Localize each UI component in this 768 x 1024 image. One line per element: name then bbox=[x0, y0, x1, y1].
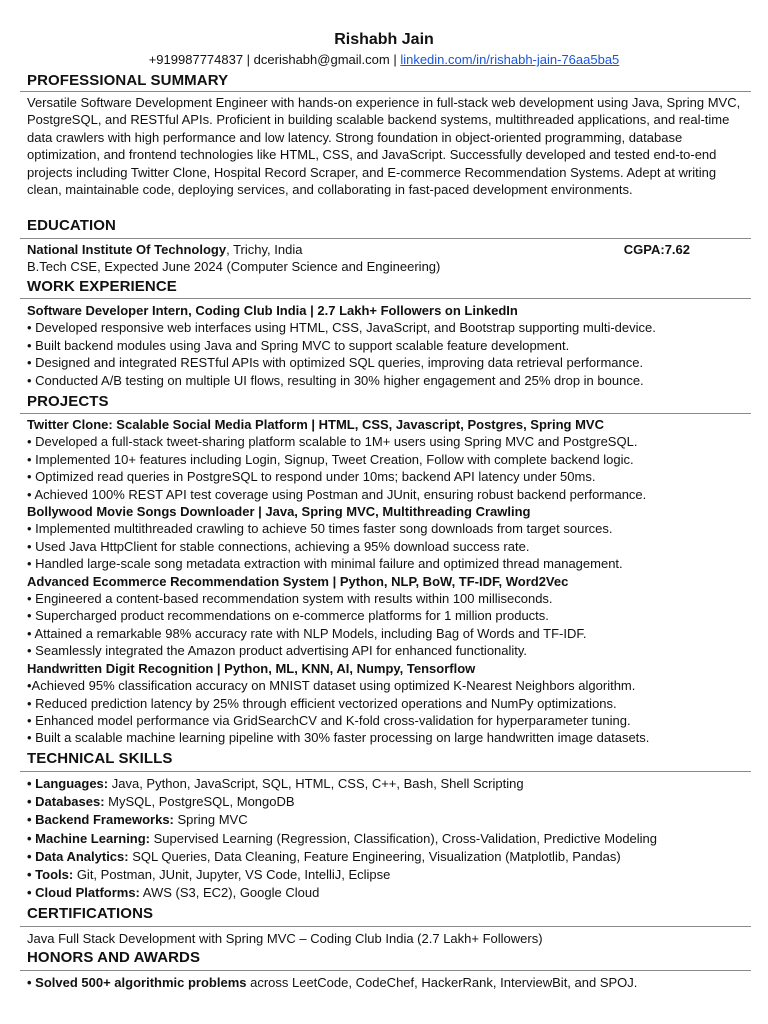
project-bullet: • Achieved 100% REST API test coverage using Postman and JUnit, ensuring robust backend performance. bbox=[27, 486, 647, 502]
skill-item bbox=[27, 848, 742, 866]
summary-text: Versatile Software Development Engineer with hands-on experience in full-stack web development using Java, Spring MVC, PostgreSQL, and RESTful APIs. Proficient in building scalable backend systems, multithreaded applications, and real-time data crawlers with high performance and low latency. Strong foundation in object-oriented programming, database optimization, and frontend technologies like HTML, CSS, and JavaScript. Successfully developed and tested end-to-end projects including Twitter Clone, Hospital Record Scraper, and E-commerce Recommendation Systems. Adept at writing clean, maintainable code, deploying services, and collaborating in fast-paced development environments. bbox=[27, 95, 741, 198]
contact-line bbox=[0, 51, 768, 69]
honors-heading: HONORS AND AWARDS bbox=[27, 949, 201, 966]
skill-value: Supervised Learning (Regression, Classification), Cross-Validation, Predictive Modeling bbox=[150, 830, 658, 846]
skill-label: • Cloud Platforms: bbox=[27, 885, 140, 901]
projects-divider bbox=[20, 413, 751, 414]
project-bullet: • Attained a remarkable 98% accuracy rate with NLP Models, including Bag of Words and TF-IDF. bbox=[27, 625, 587, 641]
education-school-line bbox=[27, 241, 302, 258]
education-block bbox=[27, 241, 742, 276]
honors-block bbox=[27, 974, 742, 991]
certification-item: Java Full Stack Development with Spring MVC – Coding Club India (2.7 Lakh+ Followers) bbox=[27, 931, 543, 946]
summary-text-block bbox=[27, 94, 742, 198]
project-heading: Twitter Clone: Scalable Social Media Platform | HTML, CSS, Javascript, Postgres, Spring MVC bbox=[27, 417, 604, 432]
skill-item bbox=[27, 884, 742, 902]
project-heading: Bollywood Movie Songs Downloader | Java, Spring MVC, Multithreading Crawling bbox=[27, 504, 531, 520]
experience-bullet: • Developed responsive web interfaces using HTML, CSS, JavaScript, and Bootstrap supporting multi-device. bbox=[27, 320, 656, 336]
honor-value: across LeetCode, CodeChef, HackerRank, InterviewBit, and SPOJ. bbox=[246, 975, 638, 990]
linkedin-link[interactable]: linkedin.com/in/rishabh-jain-76aa5ba5 bbox=[400, 52, 620, 67]
skill-label: • Machine Learning: bbox=[27, 830, 151, 846]
skill-value: MySQL, PostgreSQL, MongoDB bbox=[104, 794, 295, 810]
project-bullet: • Developed a full-stack tweet-sharing platform scalable to 1M+ users using Spring MVC and PostgreSQL. bbox=[27, 434, 638, 450]
skill-label: • Tools: bbox=[27, 867, 74, 883]
skill-label: • Backend Frameworks: bbox=[27, 812, 174, 828]
project-bullet: • Handled large-scale song metadata extraction with minimal failure and optimized thread management. bbox=[27, 556, 623, 572]
project-bullet: • Used Java HttpClient for stable connections, achieving a 95% download success rate. bbox=[27, 538, 530, 554]
experience-bullet: • Conducted A/B testing on multiple UI flows, resulting in 30% higher engagement and 25% drop in bounce. bbox=[27, 372, 644, 388]
skill-item bbox=[27, 866, 742, 884]
project-bullet: • Engineered a content-based recommendation system with results within 100 milliseconds. bbox=[27, 591, 553, 607]
skills-heading: TECHNICAL SKILLS bbox=[27, 750, 173, 767]
project-bullet: • Optimized read queries in PostgreSQL to respond under 10ms; backend API latency under 50ms. bbox=[27, 469, 596, 485]
project-bullet: • Implemented 10+ features including Login, Signup, Tweet Creation, Follow with complete backend logic. bbox=[27, 451, 634, 467]
skill-item bbox=[27, 811, 742, 829]
experience-block bbox=[27, 302, 742, 389]
skills-divider bbox=[20, 771, 751, 772]
project-bullet: • Implemented multithreaded crawling to achieve 50 times faster song downloads from target sources. bbox=[27, 521, 613, 537]
certifications-divider bbox=[20, 926, 751, 927]
experience-heading: WORK EXPERIENCE bbox=[27, 278, 177, 295]
skill-item bbox=[27, 775, 742, 793]
cgpa: CGPA:7.62 bbox=[623, 242, 690, 257]
summary-heading: PROFESSIONAL SUMMARY bbox=[27, 72, 229, 89]
skill-value: Java, Python, JavaScript, SQL, HTML, CSS, C++, Bash, Shell Scripting bbox=[108, 776, 524, 791]
project-bullet: • Seamlessly integrated the Amazon product advertising API for enhanced functionality. bbox=[27, 643, 528, 659]
skill-label: • Languages: bbox=[27, 776, 109, 791]
education-heading: EDUCATION bbox=[27, 217, 116, 234]
projects-heading: PROJECTS bbox=[27, 393, 109, 410]
project-bullet: •Achieved 95% classification accuracy on MNIST dataset using optimized K-Nearest Neighbors algorithm. bbox=[27, 678, 636, 694]
experience-bullet: • Built backend modules using Java and Spring MVC to support scalable feature development. bbox=[27, 337, 570, 353]
certifications-block bbox=[27, 930, 742, 947]
project-bullet: • Reduced prediction latency by 25% through efficient vectorized operations and NumPy optimizations. bbox=[27, 695, 617, 711]
skill-label: • Data Analytics: bbox=[27, 848, 129, 864]
honor-item bbox=[27, 974, 742, 991]
skill-value: SQL Queries, Data Cleaning, Feature Engineering, Visualization (Matplotlib, Pandas) bbox=[128, 848, 621, 864]
experience-divider bbox=[20, 298, 751, 299]
project-bullet: • Enhanced model performance via GridSearchCV and K-fold cross-validation for hyperparameter tuning. bbox=[27, 712, 631, 728]
experience-role: Software Developer Intern, Coding Club India | 2.7 Lakh+ Followers on LinkedIn bbox=[27, 303, 518, 318]
project-heading: Advanced Ecommerce Recommendation System | Python, NLP, BoW, TF-IDF, Word2Vec bbox=[27, 573, 569, 589]
candidate-name: Rishabh Jain bbox=[334, 31, 434, 48]
project-bullet: • Built a scalable machine learning pipeline with 30% faster processing on large handwritten image datasets. bbox=[27, 730, 650, 746]
school-name: National Institute Of Technology bbox=[27, 242, 227, 257]
education-divider bbox=[20, 238, 751, 239]
projects-block bbox=[27, 416, 742, 747]
skill-item bbox=[27, 830, 742, 848]
skills-block bbox=[27, 775, 742, 902]
skill-value: Git, Postman, JUnit, Jupyter, VS Code, IntelliJ, Eclipse bbox=[73, 867, 391, 883]
honor-label: • Solved 500+ algorithmic problems bbox=[27, 975, 247, 990]
degree: B.Tech CSE, Expected June 2024 (Computer Science and Engineering) bbox=[27, 259, 441, 275]
project-bullet: • Supercharged product recommendations on e-commerce platforms for 1 million products. bbox=[27, 608, 549, 624]
skill-item bbox=[27, 793, 742, 811]
project-heading: Handwritten Digit Recognition | Python, ML, KNN, AI, Numpy, Tensorflow bbox=[27, 660, 476, 676]
skill-label: • Databases: bbox=[27, 794, 105, 810]
certifications-heading: CERTIFICATIONS bbox=[27, 905, 154, 922]
phone-email: +919987774837 | dcerishabh@gmail.com | bbox=[148, 52, 401, 67]
school-location: , Trichy, India bbox=[226, 242, 303, 257]
honors-divider bbox=[20, 970, 751, 971]
experience-bullet: • Designed and integrated RESTful APIs with optimized SQL queries, improving data retrieval performance. bbox=[27, 355, 644, 371]
skill-value: Spring MVC bbox=[173, 812, 248, 828]
skill-value: AWS (S3, EC2), Google Cloud bbox=[139, 885, 320, 901]
education-school-row bbox=[27, 241, 690, 258]
summary-divider bbox=[20, 91, 751, 92]
